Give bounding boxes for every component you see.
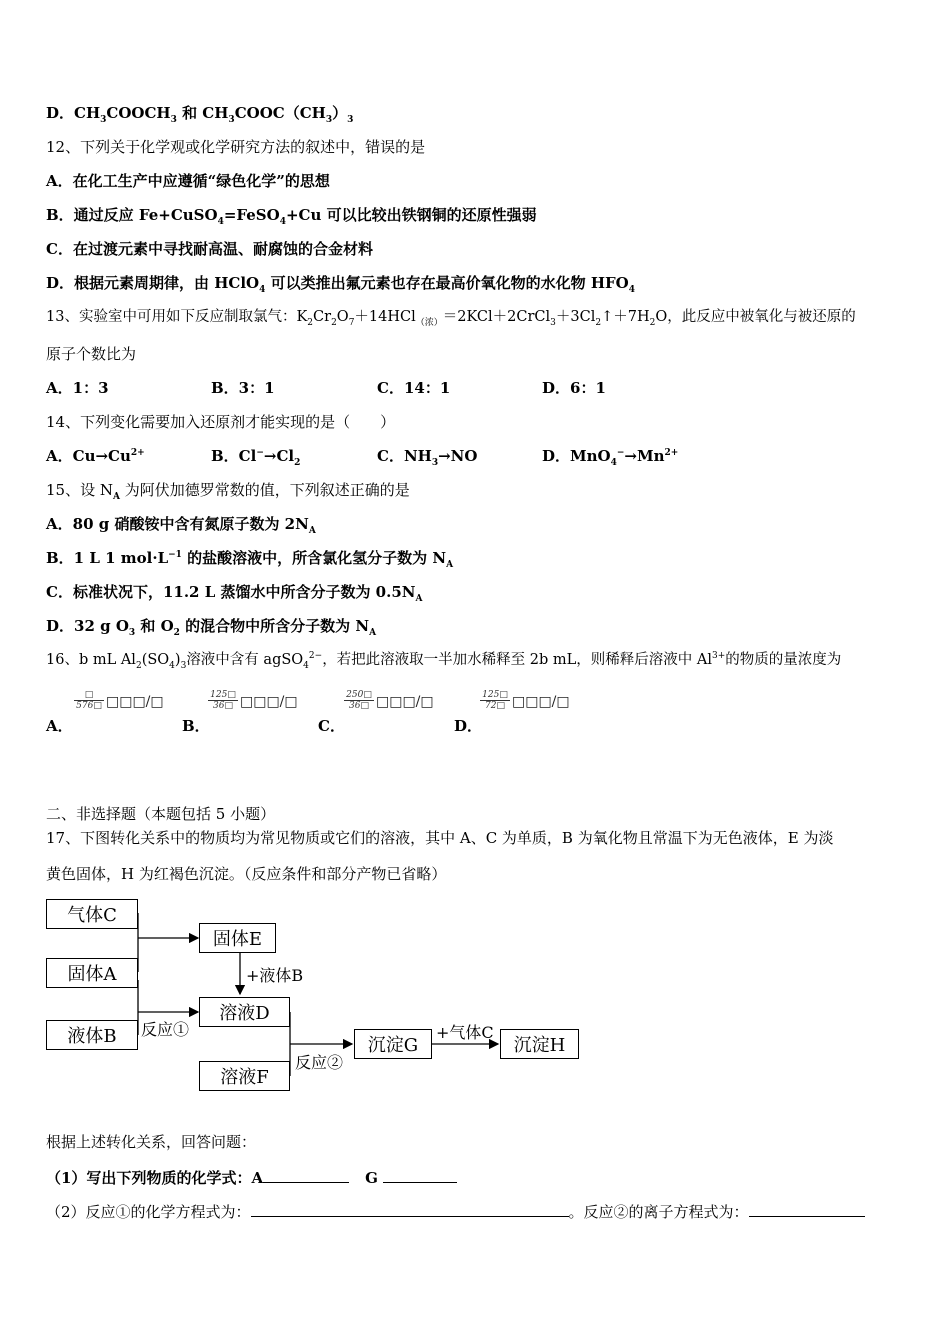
node-liquid-b: 液体B bbox=[46, 1020, 138, 1050]
answer-blank-g[interactable] bbox=[383, 1166, 457, 1183]
q15-option-d: D．32 g $O_3$ 和 $O_2$ 的混合物中所含分子数为 $N_A$ bbox=[46, 617, 377, 638]
answer-blank-reaction-1[interactable] bbox=[251, 1200, 569, 1217]
q13-option-c: C．14：1 bbox=[377, 379, 451, 397]
q16-option-b-fraction: $\frac{125□}{36□}$ bbox=[208, 690, 238, 711]
q13-stem-continued: 原子个数比为 bbox=[46, 345, 137, 363]
q17-sub-1: （1）写出下列物质的化学式：A G bbox=[46, 1166, 457, 1188]
q14-option-b: B．$Cl^-\to Cl_2$ bbox=[211, 447, 301, 468]
q12-option-b: B．通过反应 Fe+CuSO$_4$=FeSO$_4$+Cu 可以比较出铁钢铜的还原性强弱 bbox=[46, 206, 537, 227]
node-gas-c: 气体C bbox=[46, 899, 138, 929]
q16-option-b-label: B． bbox=[182, 717, 210, 735]
answer-blank-reaction-2[interactable] bbox=[749, 1200, 865, 1217]
q16-stem: 16、b mL $Al_2(SO_4)_3$溶液中含有 agSO$_4^{2-}$，若把此溶液取一半加水稀释至 2b mL，则稀释后溶液中 $Al^{3+}$的物质的量浓度为 bbox=[46, 651, 842, 671]
answer-blank-a[interactable] bbox=[263, 1166, 349, 1183]
q14-option-d: D．$MnO_4^-\to Mn^{2+}$ bbox=[542, 447, 679, 468]
q16-option-a-label: A． bbox=[46, 717, 73, 735]
q13-option-a: A．1：3 bbox=[46, 379, 109, 397]
label-reaction-1: 反应① bbox=[141, 1020, 190, 1039]
q16-option-c-fraction: $\frac{250□}{36□}$ bbox=[344, 690, 374, 711]
q11-option-d: D．$CH_3COOCH_3$ 和 $CH_3COOC(CH_3)_3$ bbox=[46, 104, 354, 125]
label-plus-gas-c: +气体C bbox=[436, 1023, 494, 1042]
q16-option-d-label: D． bbox=[454, 717, 483, 735]
q15-option-b: B．1 L 1 $mol\cdot L^{-1}$ 的盐酸溶液中，所含氯化氢分子数为 $N_A$ bbox=[46, 549, 454, 570]
q17-stem-line-1: 17、下图转化关系中的物质均为常见物质或它们的溶液，其中 A、C 为单质，B 为氧化物且常温下为无色液体，E 为淡 bbox=[46, 829, 834, 847]
node-solution-f: 溶液F bbox=[199, 1061, 290, 1091]
q15-stem: 15、设 $N_A$ 为阿伏加德罗常数的值，下列叙述正确的是 bbox=[46, 481, 410, 502]
q14-stem: 14、下列变化需要加入还原剂才能实现的是（ ） bbox=[46, 413, 396, 431]
q13-stem: 13、实验室中可用如下反应制取氯气：$K_2Cr_2O_7+14HCl_{(浓)}=2KCl+2CrCl_3+3Cl_2↑+7H_2O$，此反应中被氧化与被还原的 bbox=[46, 309, 856, 328]
q14-option-c: C．$NH_3\to NO$ bbox=[377, 447, 478, 468]
q15-option-a: A．80 g 硝酸铵中含有氮原子数为 $2N_A$ bbox=[46, 515, 316, 536]
q13-option-b: B．3：1 bbox=[211, 379, 275, 397]
node-precipitate-h: 沉淀H bbox=[500, 1029, 579, 1059]
q17-sub-2: （2）反应①的化学方程式为： 。反应②的离子方程式为： bbox=[46, 1200, 865, 1222]
q16-option-b-unit: □□□/□ bbox=[240, 694, 298, 710]
q14-option-a: A．$Cu\to Cu^{2+}$ bbox=[46, 447, 145, 465]
q16-option-d-fraction: $\frac{125□}{72□}$ bbox=[480, 690, 510, 711]
node-solid-a: 固体A bbox=[46, 958, 138, 988]
q13-option-d: D．6：1 bbox=[542, 379, 606, 397]
q17-prompt: 根据上述转化关系，回答问题： bbox=[46, 1133, 257, 1151]
q12-stem: 12、下列关于化学观或化学研究方法的叙述中，错误的是 bbox=[46, 138, 426, 156]
node-solution-d: 溶液D bbox=[199, 997, 290, 1027]
node-precipitate-g: 沉淀G bbox=[354, 1029, 432, 1059]
q17-stem-line-2: 黄色固体，H 为红褐色沉淀。（反应条件和部分产物已省略） bbox=[46, 865, 447, 883]
label-plus-liquid-b: +液体B bbox=[246, 966, 304, 985]
q12-option-d: D．根据元素周期律，由 HClO$_4$ 可以类推出氟元素也存在最高价氧化物的水化物 $HFO_4$ bbox=[46, 274, 635, 295]
q12-option-a: A．在化工生产中应遵循“绿色化学”的思想 bbox=[46, 172, 330, 190]
label-reaction-2: 反应② bbox=[295, 1053, 344, 1072]
section-2-title: 二、非选择题（本题包括 5 小题） bbox=[46, 805, 276, 823]
q12-option-c: C．在过渡元素中寻找耐高温、耐腐蚀的合金材料 bbox=[46, 240, 373, 258]
q15-option-c: C．标准状况下，11.2 L 蒸馏水中所含分子数为 $0.5N_A$ bbox=[46, 583, 423, 604]
q16-option-c-label: C． bbox=[318, 717, 345, 735]
q16-option-a-unit: □□□/□ bbox=[106, 694, 164, 710]
q16-option-c-unit: □□□/□ bbox=[376, 694, 434, 710]
node-solid-e: 固体E bbox=[199, 923, 276, 953]
q16-option-d-unit: □□□/□ bbox=[512, 694, 570, 710]
q16-option-a-fraction: □ 576□ bbox=[74, 690, 104, 711]
